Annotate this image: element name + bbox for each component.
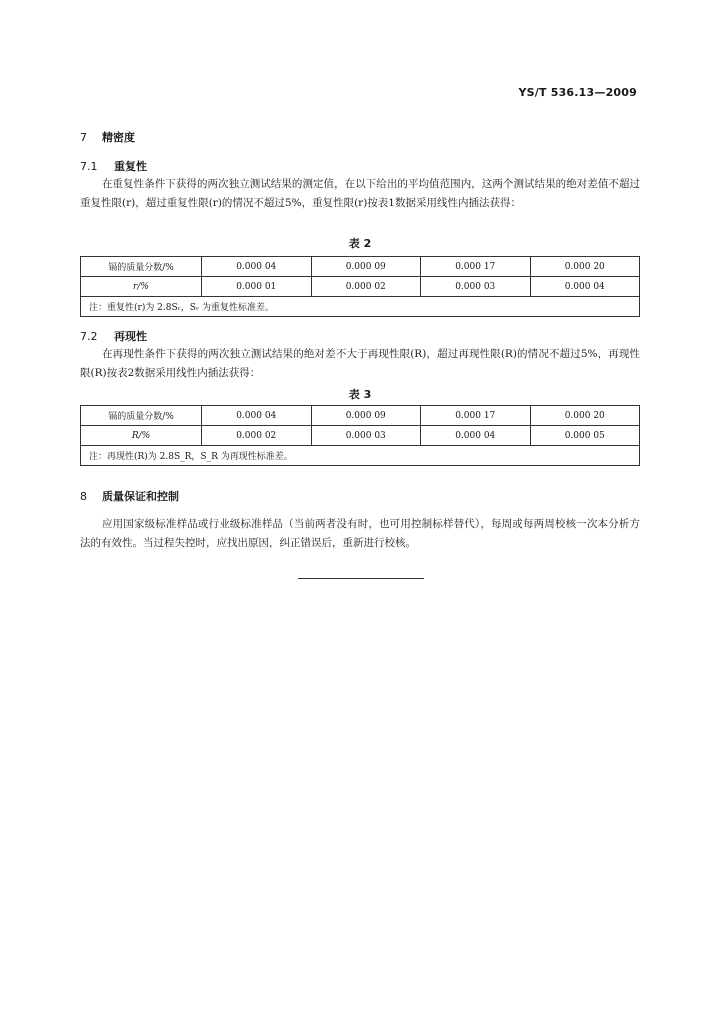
repeatability-text: 在重复性条件下获得的两次独立测试结果的测定值，在以下给出的平均值范围内，这两个测试结果的绝对差值不超过重复性限(r)，超过重复性限(r)的情况不超过5%，重复性限(r)按表1数据采用线性内插法获得： xyxy=(80,178,640,209)
table-cell: 0.000 20 xyxy=(530,406,640,426)
section-8-heading xyxy=(80,488,179,504)
end-rule xyxy=(298,578,424,579)
table-cell: 0.000 03 xyxy=(421,277,531,297)
section-7-2-title: 再现性 xyxy=(114,330,147,343)
section-7-2-heading xyxy=(80,328,147,344)
table-cell: 0.000 17 xyxy=(421,257,531,277)
table-row xyxy=(81,426,640,446)
table-3-caption: 表 3 xyxy=(348,388,372,401)
section-7-1-title: 重复性 xyxy=(114,160,147,173)
table-2 xyxy=(80,256,640,317)
standard-code-header: YS/T 536.13—2009 xyxy=(518,86,637,99)
table-2-note: 注：重复性(r)为 2.8Sᵣ，Sᵣ 为重复性标准差。 xyxy=(81,297,640,317)
table-row xyxy=(81,406,640,426)
table-cell: 0.000 09 xyxy=(311,406,421,426)
table-2-mass-fraction-label: 镉的质量分数/% xyxy=(81,257,202,277)
reproducibility-text: 在再现性条件下获得的两次独立测试结果的绝对差不大于再现性限(R)，超过再现性限(R)的情况不超过5%，再现性限(R)按表2数据采用线性内插法获得： xyxy=(80,348,640,379)
table-row xyxy=(81,277,640,297)
section-7-1-number: 7.1 xyxy=(80,160,98,173)
table-row xyxy=(81,257,640,277)
reproducibility-paragraph xyxy=(80,345,640,383)
table-3-mass-fraction-label: 镉的质量分数/% xyxy=(81,406,202,426)
section-8-number: 8 xyxy=(80,490,87,503)
table-cell: 0.000 20 xyxy=(530,257,640,277)
table-cell: 0.000 17 xyxy=(421,406,531,426)
quality-control-paragraph xyxy=(80,515,640,553)
table-cell: 0.000 04 xyxy=(202,406,312,426)
section-7-2-number: 7.2 xyxy=(80,330,98,343)
table-3 xyxy=(80,405,640,466)
table-cell: 0.000 01 xyxy=(202,277,312,297)
table-row xyxy=(81,446,640,466)
quality-control-text: 应用国家级标准样品或行业级标准样品（当前两者没有时，也可用控制标样替代），每周或每两周校核一次本分析方法的有效性。当过程失控时，应找出原因，纠正错误后，重新进行校核。 xyxy=(80,518,640,549)
table-2-caption: 表 2 xyxy=(348,237,372,250)
table-cell: 0.000 02 xyxy=(311,277,421,297)
table-cell: 0.000 04 xyxy=(421,426,531,446)
section-7-number: 7 xyxy=(80,131,87,144)
table-cell: 0.000 09 xyxy=(311,257,421,277)
table-3-R-label: R/% xyxy=(81,426,202,446)
table-cell: 0.000 03 xyxy=(311,426,421,446)
table-row xyxy=(81,297,640,317)
table-cell: 0.000 05 xyxy=(530,426,640,446)
table-cell: 0.000 02 xyxy=(202,426,312,446)
section-7-title: 精密度 xyxy=(102,131,135,144)
section-8-title: 质量保证和控制 xyxy=(102,490,179,503)
repeatability-paragraph xyxy=(80,175,640,213)
table-2-r-label: r/% xyxy=(81,277,202,297)
table-3-note: 注：再现性(R)为 2.8S_R，S_R 为再现性标准差。 xyxy=(81,446,640,466)
section-7-heading xyxy=(80,129,135,145)
table-cell: 0.000 04 xyxy=(530,277,640,297)
table-cell: 0.000 04 xyxy=(202,257,312,277)
section-7-1-heading xyxy=(80,158,147,174)
